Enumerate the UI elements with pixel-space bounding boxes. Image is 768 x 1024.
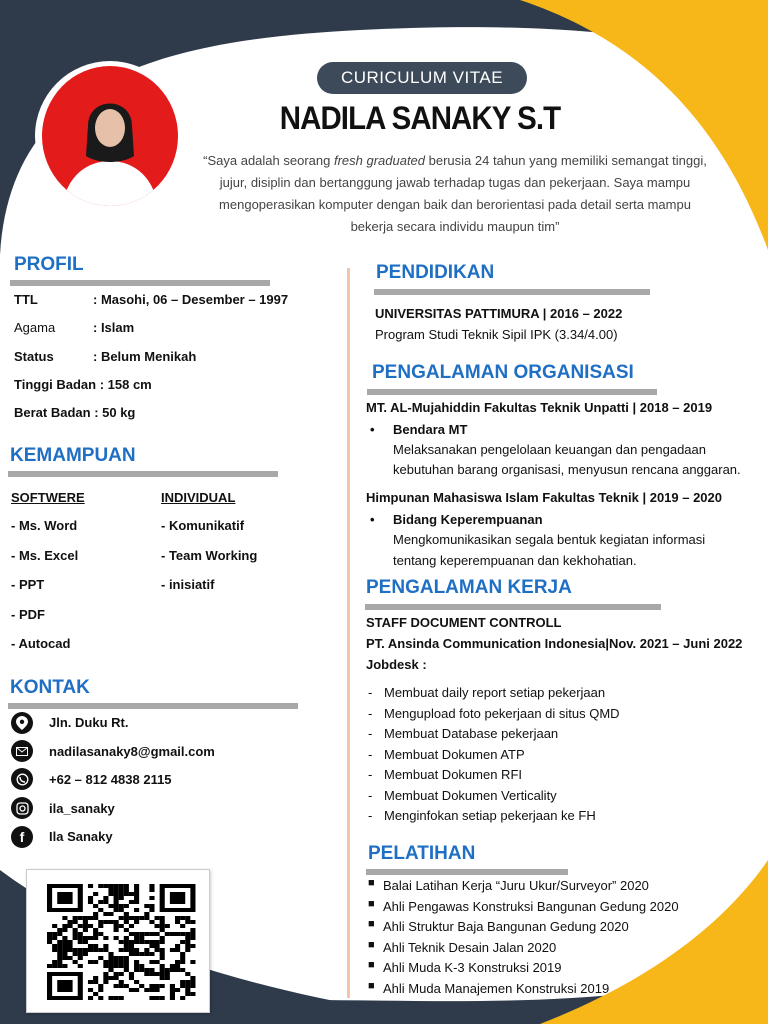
- org2-bullet: •: [370, 512, 375, 527]
- kontak-title: KONTAK: [10, 677, 90, 698]
- training-bullet: ■: [368, 877, 375, 889]
- task-dash: -: [368, 787, 373, 803]
- softwere-title: SOFTWERE: [11, 490, 85, 505]
- profil-status-value: : Belum Menikah: [93, 349, 197, 364]
- location-pin-icon: [11, 712, 33, 734]
- task-item: Menginfokan setiap pekerjaan ke FH: [384, 808, 596, 823]
- column-divider: [347, 268, 350, 998]
- organisasi-underline: [367, 389, 657, 395]
- task-dash: -: [368, 767, 373, 782]
- training-bullet: ■: [368, 959, 375, 971]
- pelatihan-title: PELATIHAN: [368, 843, 476, 864]
- profil-underline: [10, 280, 270, 286]
- task-item: Membuat Dokumen ATP: [384, 746, 525, 762]
- training-item: Ahli Muda K-3 Konstruksi 2019: [383, 960, 562, 975]
- qr-code-card: [26, 869, 210, 1013]
- whatsapp-icon: [11, 768, 33, 790]
- training-item: Ahli Muda Manajemen Konstruksi 2019: [383, 980, 610, 996]
- contact-email[interactable]: nadilasanaky8@gmail.com: [49, 744, 215, 759]
- qr-code-icon: [27, 870, 209, 1012]
- org1-desc: kebutuhan barang organisasi, menyusun rencana anggaran.: [393, 462, 741, 477]
- task-dash: -: [368, 808, 373, 823]
- individual-item: - Team Working: [161, 548, 258, 563]
- profil-ttl-value: : Masohi, 06 – Desember – 1997: [93, 292, 289, 307]
- org2-desc: Mengkomunikasikan segala bentuk kegiatan informasi: [393, 532, 706, 547]
- task-dash: -: [368, 746, 373, 762]
- training-bullet: ■: [368, 897, 375, 910]
- organisasi-title: PENGALAMAN ORGANISASI: [372, 362, 634, 383]
- facebook-icon: f: [11, 826, 33, 848]
- pelatihan-underline: [366, 869, 568, 875]
- skill-item: - Ms. Word: [11, 518, 78, 533]
- training-item: Ahli Pengawas Konstruksi Bangunan Gedung 2020: [383, 898, 679, 914]
- skill-item: - Autocad: [11, 636, 71, 651]
- training-item: Ahli Struktur Baja Bangunan Gedung 2020: [383, 919, 629, 934]
- instagram-icon: [11, 797, 33, 819]
- skill-item: - PDF: [11, 607, 45, 622]
- skill-item: - PPT: [11, 577, 45, 592]
- org1-desc: Melaksanakan pengelolaan keuangan dan pengadaan: [393, 442, 706, 457]
- task-dash: -: [368, 685, 373, 700]
- contact-phone[interactable]: +62 – 812 4838 2115: [49, 772, 172, 787]
- university-line: UNIVERSITAS PATTIMURA | 2016 – 2022: [375, 306, 623, 321]
- training-item: Balai Latihan Kerja “Juru Ukur/Surveyor” 2020: [383, 878, 649, 893]
- kemampuan-title: KEMAMPUAN: [10, 445, 136, 466]
- contact-instagram[interactable]: ila_sanaky: [49, 801, 115, 816]
- individual-item: - inisiatif: [161, 577, 215, 592]
- org1-bullet: •: [370, 422, 375, 437]
- task-dash: -: [368, 726, 373, 741]
- profil-tinggi: Tinggi Badan : 158 cm: [14, 377, 152, 392]
- org2-role: Bidang Keperempuanan: [393, 512, 543, 527]
- task-item: Membuat daily report setiap pekerjaan: [384, 685, 606, 700]
- org2-desc: tentang keperempuanan dan kekhohatian.: [393, 553, 637, 568]
- candidate-name: NADILA SANAKY S.T: [279, 100, 561, 136]
- cv-badge: CURICULUM VITAE: [317, 62, 527, 94]
- profil-ttl-label: TTL: [14, 292, 38, 307]
- training-item: Ahli Teknik Desain Jalan 2020: [383, 939, 557, 955]
- kerja-underline: [365, 604, 661, 610]
- email-icon: [11, 740, 33, 762]
- org1-role: Bendara MT: [393, 422, 468, 437]
- summary-quote: “Saya adalah seorang fresh graduated berusia 24 tahun yang memiliki semangat tinggi, jujur, disiplin dan bertanggung jawab terhadap tugas dan pekerjaan. Saya mampu mengoperasikan komputer dengan baik dan berorientasi pada detail serta mampu bekerja secara individu maupun tim”: [203, 153, 707, 234]
- pendidikan-title: PENDIDIKAN: [376, 262, 495, 283]
- training-bullet: ■: [368, 979, 375, 992]
- skill-item: - Ms. Excel: [11, 548, 79, 563]
- org1-line: MT. AL-Mujahiddin Fakultas Teknik Unpatti | 2018 – 2019: [366, 400, 713, 415]
- job-position: STAFF DOCUMENT CONTROLL: [366, 615, 562, 630]
- study-program: Program Studi Teknik Sipil IPK (3.34/4.00): [375, 327, 618, 342]
- kontak-underline: [8, 703, 298, 709]
- kemampuan-underline: [8, 471, 278, 477]
- training-bullet: ■: [368, 918, 375, 930]
- profil-agama-label: Agama: [14, 320, 56, 335]
- task-dash: -: [368, 705, 373, 721]
- org2-line: Himpunan Mahasiswa Islam Fakultas Teknik | 2019 – 2020: [366, 490, 723, 505]
- pendidikan-underline: [374, 289, 650, 295]
- task-item: Membuat Dokumen Verticality: [384, 787, 557, 803]
- jobdesk-label: Jobdesk :: [366, 657, 427, 672]
- job-company: PT. Ansinda Communication Indonesia|Nov. 2021 – Juni 2022: [366, 636, 743, 651]
- profil-status-label: Status: [14, 349, 54, 364]
- task-item: Mengupload foto pekerjaan di situs QMD: [384, 705, 620, 721]
- contact-facebook[interactable]: Ila Sanaky: [49, 829, 113, 844]
- contact-address: Jln. Duku Rt.: [49, 715, 129, 730]
- individual-item: - Komunikatif: [161, 518, 245, 533]
- task-item: Membuat Database pekerjaan: [384, 726, 559, 741]
- profil-title: PROFIL: [14, 254, 84, 275]
- individual-title: INDIVIDUAL: [161, 490, 236, 505]
- profil-agama-value: : Islam: [93, 320, 135, 335]
- kerja-title: PENGALAMAN KERJA: [366, 577, 572, 598]
- profil-berat: Berat Badan : 50 kg: [14, 405, 136, 420]
- task-item: Membuat Dokumen RFI: [384, 767, 522, 782]
- profile-photo: [42, 66, 178, 206]
- training-bullet: ■: [368, 938, 375, 951]
